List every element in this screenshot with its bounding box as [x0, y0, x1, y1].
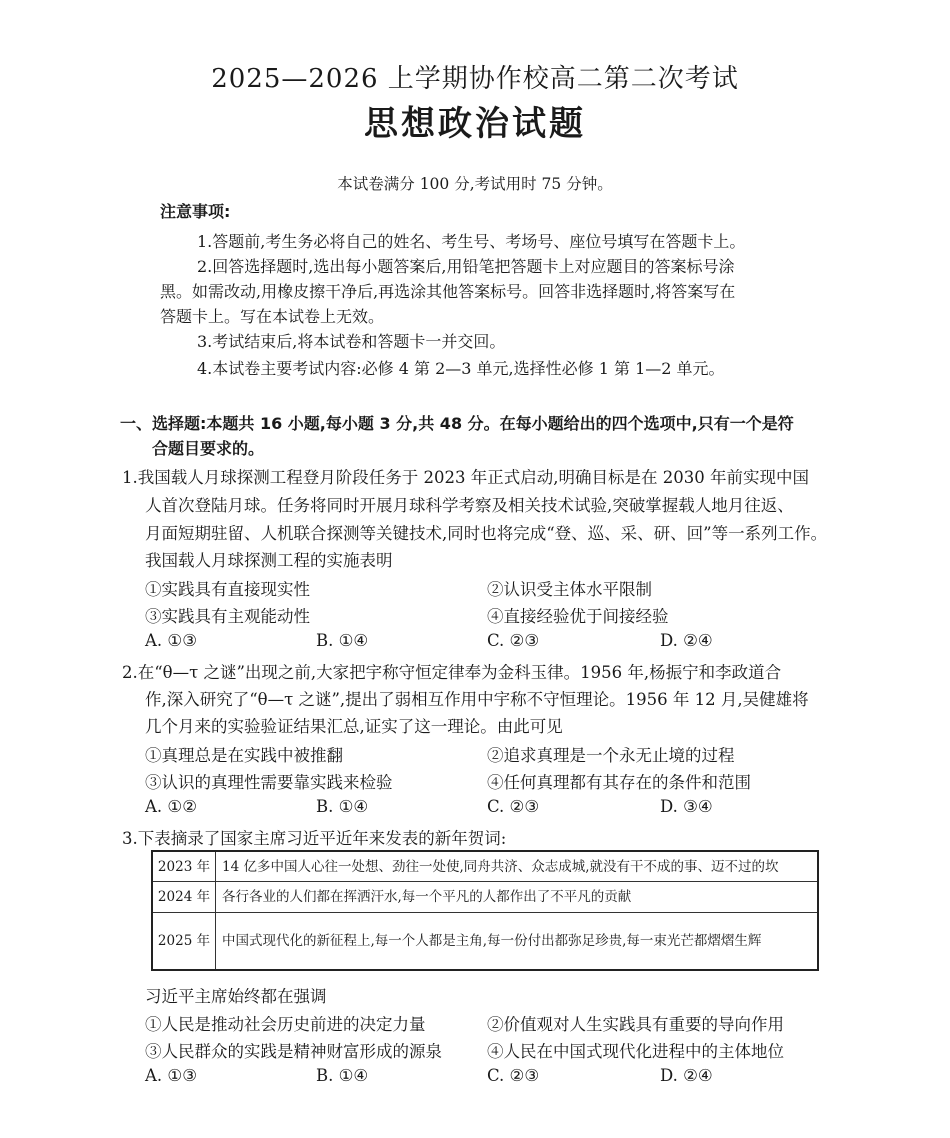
question-2-answer: A. ①② [145, 797, 197, 816]
table-row [152, 912, 818, 970]
exam-title: 2025—2026 上学期协作校高二第二次考试 [211, 64, 739, 94]
notes-heading: 注意事项: [160, 202, 231, 221]
question-1-answer: C. ②③ [487, 631, 540, 650]
question-3-answer: A. ①③ [145, 1066, 197, 1085]
notes-line: 4.本试卷主要考试内容:必修 4 第 2—3 单元,选择性必修 1 第 1—2 单元。 [197, 359, 725, 378]
question-3-answer: C. ②③ [487, 1066, 540, 1085]
question-2-answer: C. ②③ [487, 797, 540, 816]
exam-info: 本试卷满分 100 分,考试用时 75 分钟。 [337, 175, 613, 193]
table-text-cell: 14 亿多中国人心往一处想、劲往一处使,同舟共济、众志成城,就没有干不成的事、迈不过的坎 [216, 851, 819, 882]
question-3-stem: 3.下表摘录了国家主席习近平近年来发表的新年贺词: [122, 829, 507, 848]
question-1-answer: D. ②④ [660, 631, 713, 650]
question-2-answer: B. ①④ [316, 797, 369, 816]
notes-line: 3.考试结束后,将本试卷和答题卡一并交回。 [197, 332, 506, 351]
question-1-stem: 我国载人月球探测工程的实施表明 [145, 551, 393, 570]
notes-line: 1.答题前,考生务必将自己的姓名、考生号、考场号、座位号填写在答题卡上。 [197, 232, 746, 251]
table-year-cell: 2025 年 [152, 912, 216, 970]
question-3-stem: 习近平主席始终都在强调 [145, 987, 327, 1006]
question-2-answer: D. ③④ [660, 797, 713, 816]
section-heading: 一、选择题:本题共 16 小题,每小题 3 分,共 48 分。在每小题给出的四个选项中,只有一个是符 [120, 414, 794, 433]
table-row [152, 882, 818, 913]
question-3-option: ③人民群众的实践是精神财富形成的源泉 [145, 1042, 442, 1061]
question-2-stem: 作,深入研究了“θ—τ 之谜”,提出了弱相互作用中宇称不守恒理论。1956 年 12 月,吴健雄将 [145, 690, 809, 709]
table-text-cell: 中国式现代化的新征程上,每一个人都是主角,每一份付出都弥足珍贵,每一束光芒都熠熠生辉 [216, 912, 819, 970]
question-3-option: ①人民是推动社会历史前进的决定力量 [145, 1015, 426, 1034]
question-2-stem: 几个月来的实验验证结果汇总,证实了这一理论。由此可见 [145, 717, 563, 736]
question-1-option: ②认识受主体水平限制 [487, 580, 652, 599]
question-3-answer: D. ②④ [660, 1066, 713, 1085]
question-1-option: ③实践具有主观能动性 [145, 607, 310, 626]
question-1-option: ①实践具有直接现实性 [145, 580, 310, 599]
question-1-answer: A. ①③ [145, 631, 197, 650]
new-year-speech-table [151, 850, 819, 971]
question-1-answer: B. ①④ [316, 631, 369, 650]
question-2-option: ④任何真理都有其存在的条件和范围 [487, 773, 751, 792]
question-1-stem: 月面短期驻留、人机联合探测等关键技术,同时也将完成“登、巡、采、研、回”等一系列工作。 [145, 524, 828, 543]
question-1-stem: 1.我国载人月球探测工程登月阶段任务于 2023 年正式启动,明确目标是在 2030 年前实现中国 [122, 468, 809, 487]
question-2-option: ③认识的真理性需要靠实践来检验 [145, 773, 393, 792]
question-1-stem: 人首次登陆月球。任务将同时开展月球科学考察及相关技术试验,突破掌握载人地月往返、 [145, 496, 794, 515]
section-heading: 合题目要求的。 [152, 439, 265, 458]
table-text-cell: 各行各业的人们都在挥洒汗水,每一个平凡的人都作出了不平凡的贡献 [216, 882, 819, 913]
notes-line: 答题卡上。写在本试卷上无效。 [160, 307, 385, 326]
question-2-option: ②追求真理是一个永无止境的过程 [487, 746, 735, 765]
question-3-option: ④人民在中国式现代化进程中的主体地位 [487, 1042, 784, 1061]
question-2-stem: 2.在“θ—τ 之谜”出现之前,大家把宇称守恒定律奉为金科玉律。1956 年,杨振宁和李政道合 [122, 663, 782, 682]
question-3-answer: B. ①④ [316, 1066, 369, 1085]
question-3-option: ②价值观对人生实践具有重要的导向作用 [487, 1015, 784, 1034]
notes-line: 2.回答选择题时,选出每小题答案后,用铅笔把答题卡上对应题目的答案标号涂 [197, 257, 735, 276]
table-row [152, 851, 818, 882]
subject-title: 思想政治试题 [364, 104, 586, 144]
table-year-cell: 2024 年 [152, 882, 216, 913]
question-2-option: ①真理总是在实践中被推翻 [145, 746, 343, 765]
table-year-cell: 2023 年 [152, 851, 216, 882]
notes-line: 黑。如需改动,用橡皮擦干净后,再选涂其他答案标号。回答非选择题时,将答案写在 [160, 282, 736, 301]
question-1-option: ④直接经验优于间接经验 [487, 607, 669, 626]
